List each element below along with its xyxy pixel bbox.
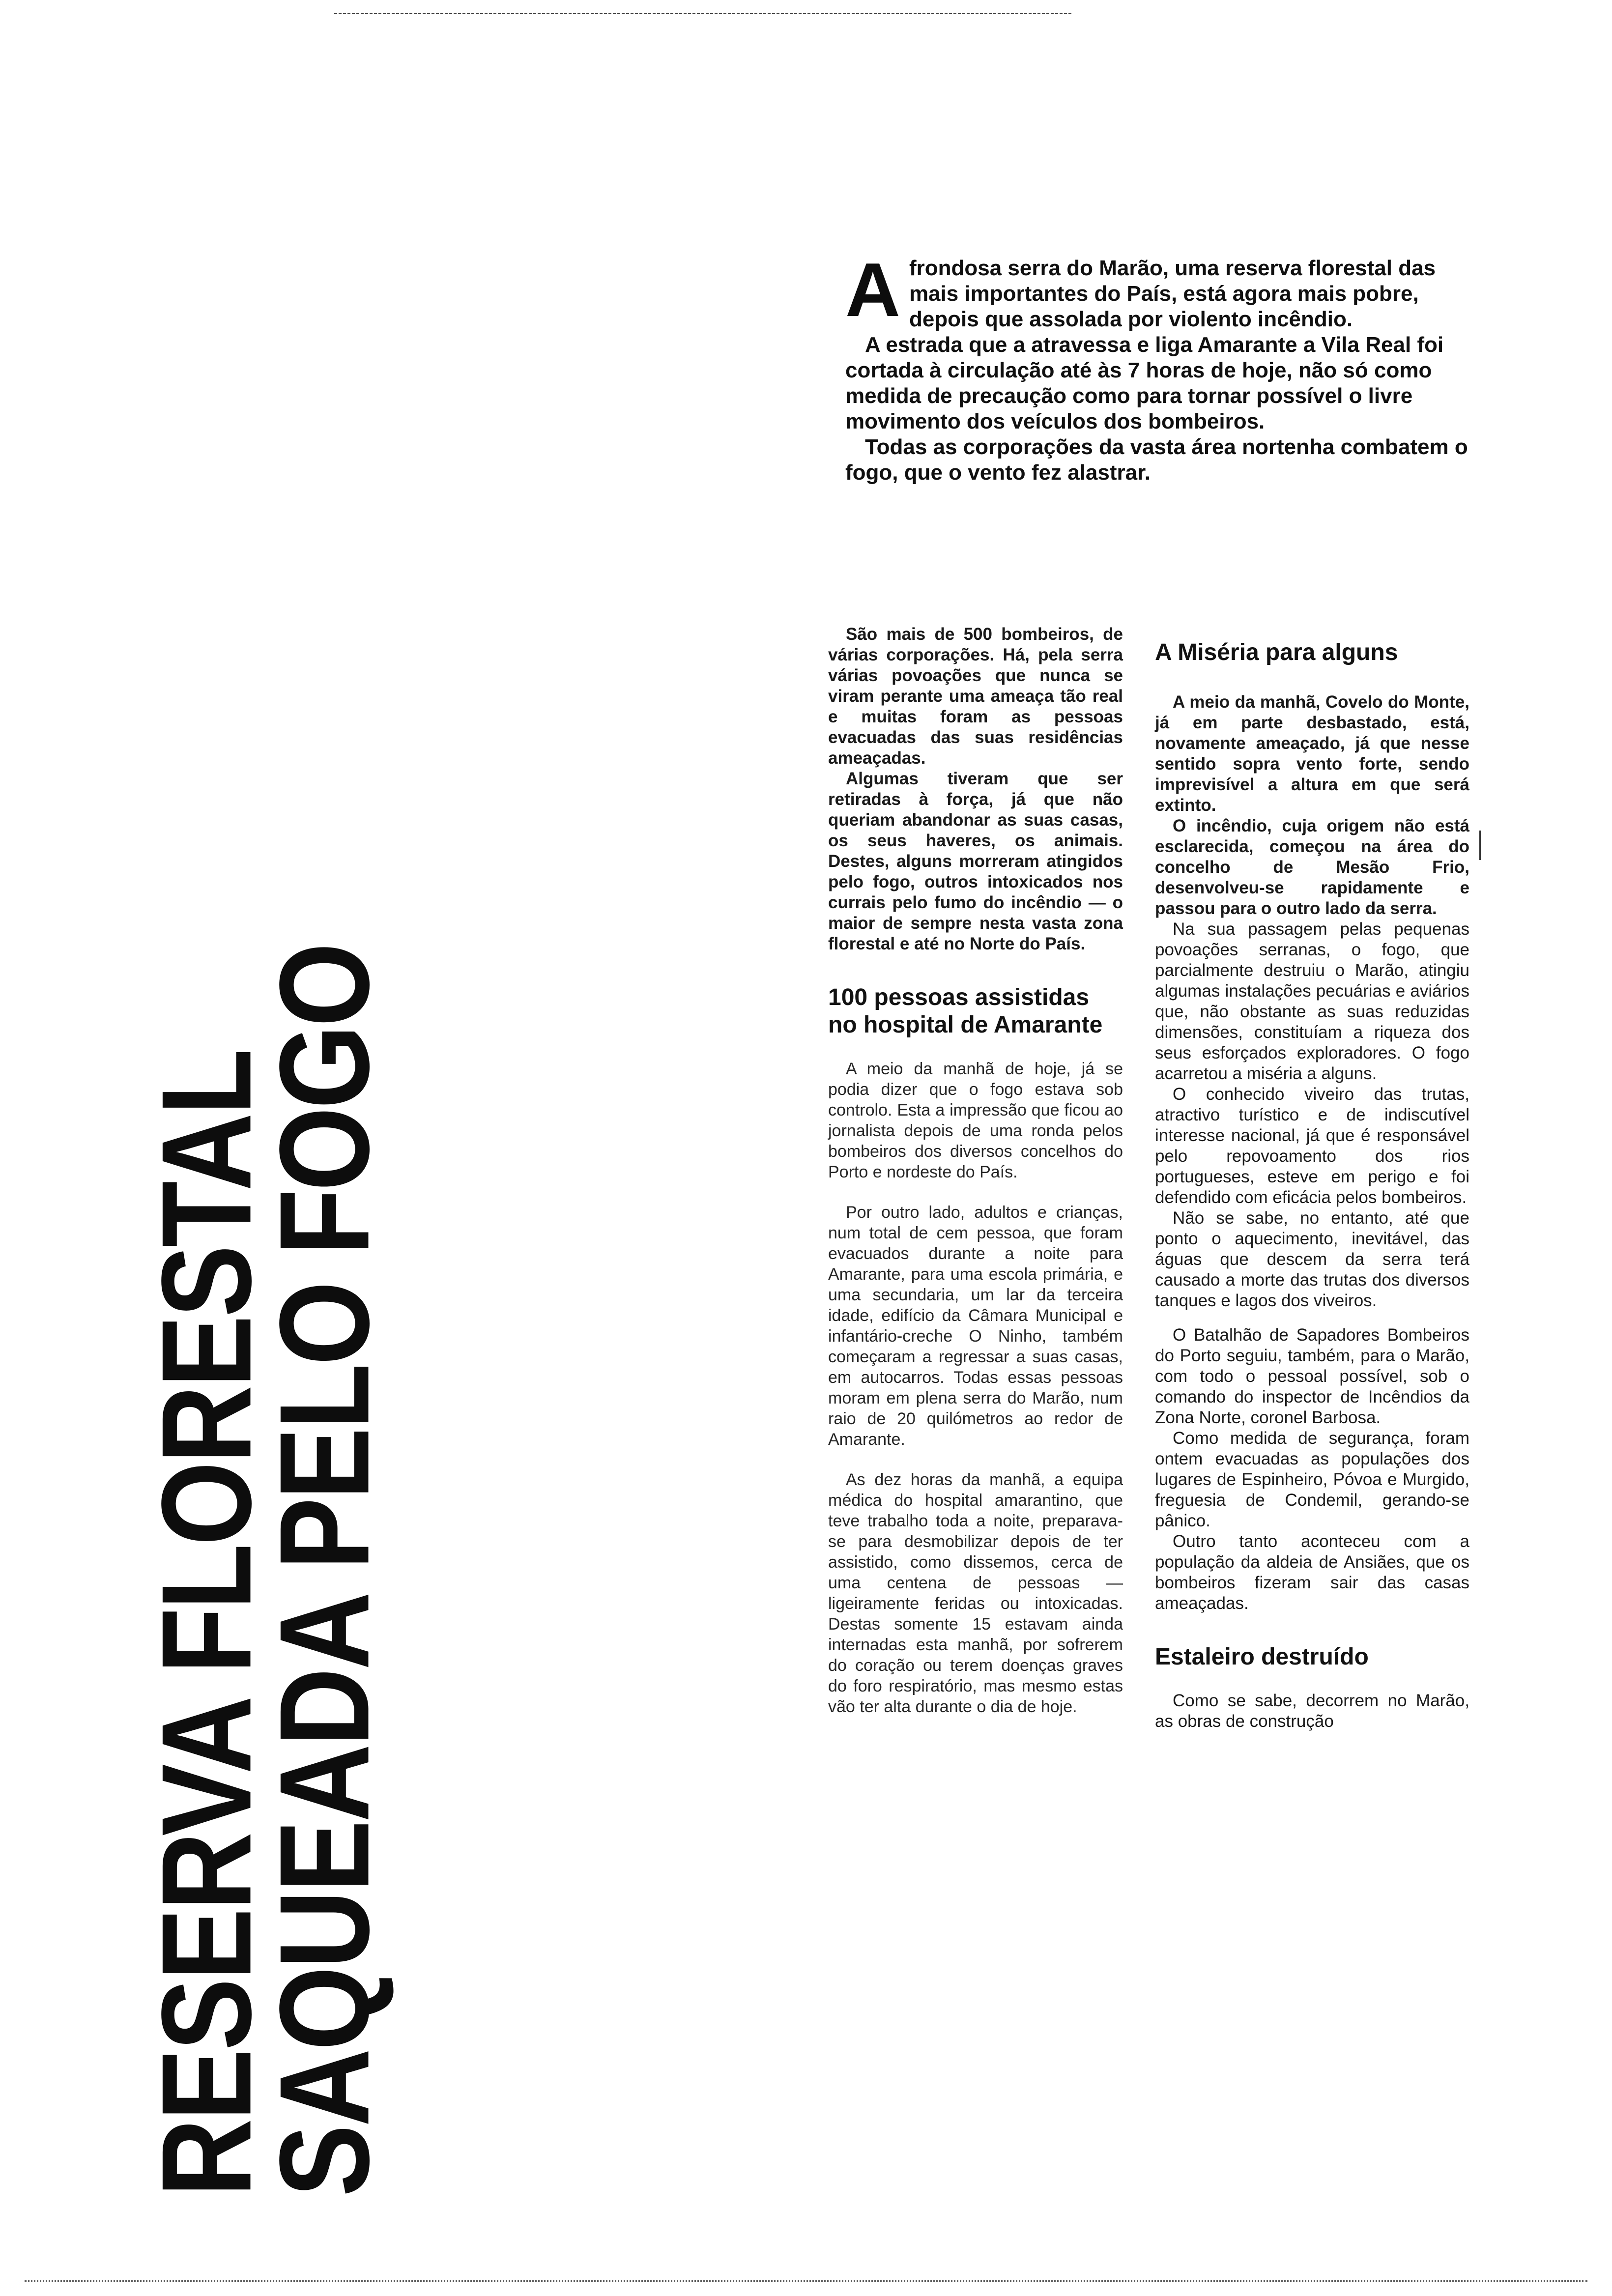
lead-block — [845, 247, 1484, 486]
top-scan-rule — [334, 13, 1071, 14]
lead-paragraph: Todas as corporações da vasta área nortenha combatem o fogo, que o vento fez alastrar. — [845, 435, 1468, 485]
body-paragraph: O Batalhão de Sapadores Bombeiros do Porto seguiu, também, para o Marão, com todo o pessoal possível, sob o comando do inspector de Incêndios da Zona Norte, coronel Barbosa. — [1155, 1325, 1469, 1427]
body-paragraph: O incêndio, cuja origem não está esclarecida, começou na área do concelho de Mesão Frio, desenvolveu-se rapidamente e passou para o outro lado da serra. — [1155, 816, 1469, 918]
body-paragraph: Na sua passagem pelas pequenas povoações serranas, o fogo, que parcialmente destruiu o Marão, atingiu algumas instalações pecuárias e aviários que, não obstante as suas reduzidas dimensões, constituíam a riqueza dos seus esforçados exploradores. O fogo acarretou a miséria a alguns. — [1155, 919, 1469, 1083]
body-paragraph: Por outro lado, adultos e crianças, num total de cem pessoa, que foram evacuados durante a noite para Amarante, para uma escola primária, e uma secundaria, um lar da terceira idade, edifício da Câmara Municipal e infantário-creche O Ninho, também começaram a regressar a suas casas, em autocarros. Todas essas pessoas moram em plena serra do Marão, num raio de 20 quilómetros ao redor de Amarante. — [828, 1203, 1123, 1449]
drop-cap: A — [845, 247, 900, 332]
column2-body-end — [1155, 1691, 1469, 1732]
lead-paragraph: frondosa serra do Marão, uma reserva florestal das mais importantes do País, está agora mais pobre, depois que assolada por violento incêndio. — [909, 256, 1436, 331]
headline-line-1: RESERVA FLORESTAL — [135, 1051, 278, 2197]
subhead-hospital: 100 pessoas assistidas no hospital de Amarante — [828, 984, 1103, 1038]
body-paragraph: A meio da manhã de hoje, já se podia dizer que o fogo estava sob controlo. Esta a impressão que ficou ao jornalista depois de uma ronda pelos bombeiros dos diversos concelhos do Porto e nordeste do País. — [828, 1060, 1123, 1181]
scan-edge-mark — [1479, 831, 1481, 860]
body-paragraph: As dez horas da manhã, a equipa médica do hospital amarantino, que teve trabalho toda a noite, preparava-se para desmobilizar depois de ter assistido, como dissemos, cerca de uma centena de pessoas — ligeiramente feridas ou intoxicadas. Destas somente 15 estavam ainda internadas esta manhã, por sofrerem do coração ou terem doenças graves do foro respiratório, mas mesmo estas vão ter alta durante o dia de hoje. — [828, 1470, 1123, 1716]
body-paragraph: A meio da manhã, Covelo do Monte, já em parte desbastado, está, novamente ameaçado, já que nesse sentido sopra vento forte, sendo imprevisível a altura em que será extinto. — [1155, 692, 1469, 815]
body-paragraph: Como se sabe, decorrem no Marão, as obras de construção — [1155, 1691, 1469, 1731]
body-paragraph: Como medida de segurança, foram ontem evacuadas as populações dos lugares de Espinheiro, Póvoa e Murgido, freguesia de Condemil, gerando-se pânico. — [1155, 1429, 1469, 1530]
headline-vertical — [135, 536, 398, 2197]
headline-line-2: SAQUEADA PELO FOGO — [253, 945, 396, 2197]
body-paragraph: O conhecido viveiro das trutas, atractivo turístico e de indiscutível interesse nacional, já que é responsável pelo repovoamento dos rios portugueses, esteve em perigo e foi defendido com eficácia pelos bombeiros. — [1155, 1085, 1469, 1207]
column2-body — [1155, 692, 1469, 1614]
bottom-scan-rule — [25, 2280, 1587, 2282]
subhead-miseria: A Miséria para alguns — [1155, 639, 1398, 665]
lead-paragraph: A estrada que a atravessa e liga Amarante a Vila Real foi cortada à circulação até às 7 horas de hoje, não só como medida de precaução como para tornar possível o livre movimento dos veículos dos bombeiros. — [845, 333, 1444, 433]
subhead-estaleiro: Estaleiro destruído — [1155, 1644, 1369, 1670]
body-paragraph: Outro tanto aconteceu com a população da aldeia de Ansiães, que os bombeiros fizeram sair das casas ameaçadas. — [1155, 1532, 1469, 1613]
article-column-2 — [1155, 639, 1469, 1732]
column1-body — [828, 1059, 1123, 1717]
lead-text — [845, 247, 1484, 486]
body-paragraph: São mais de 500 bombeiros, de várias corporações. Há, pela serra várias povoações que nunca se viram perante uma ameaça tão real e muitas foram as pessoas evacuadas das suas residências ameaçadas. — [828, 625, 1123, 768]
column1-intro — [828, 624, 1123, 954]
body-paragraph: Algumas tiveram que ser retiradas à força, já que não queriam abandonar as suas casas, os seus haveres, os animais. Destes, alguns morreram atingidos pelo fogo, outros intoxicados nos currais pelo fumo do incêndio — o maior de sempre nesta vasta zona florestal e até no Norte do País. — [828, 769, 1123, 953]
article-column-1 — [828, 624, 1123, 1717]
body-paragraph: Não se sabe, no entanto, até que ponto o aquecimento, inevitável, das águas que descem da serra terá causado a morte das trutas dos diversos tanques e lagos dos viveiros. — [1155, 1208, 1469, 1310]
